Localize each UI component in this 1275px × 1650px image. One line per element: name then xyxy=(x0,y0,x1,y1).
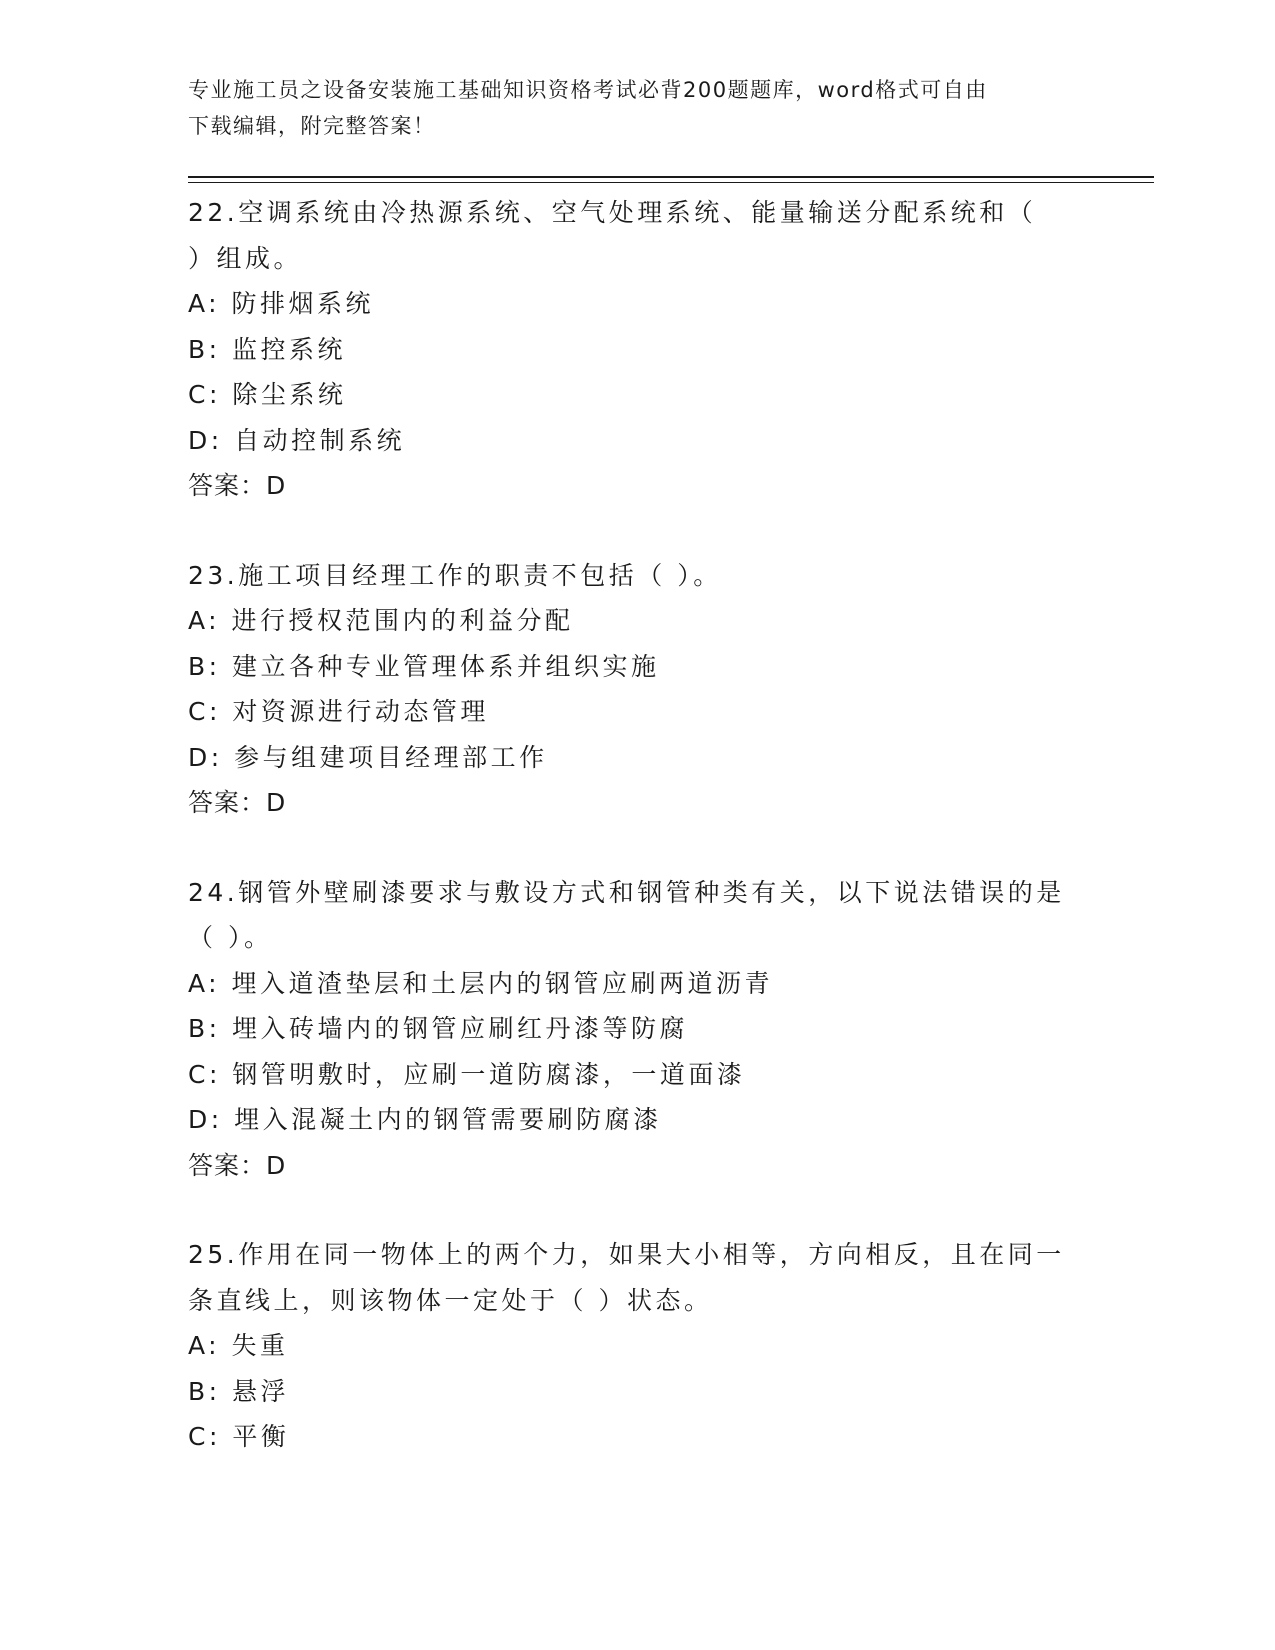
option-a: A: 失重 xyxy=(188,1331,289,1360)
option-a: A: 埋入道渣垫层和土层内的钢管应刷两道沥青 xyxy=(188,968,774,998)
option-a: A: 防排烟系统 xyxy=(188,289,375,318)
question-list xyxy=(188,190,1088,1504)
question-stem: （ ）。 xyxy=(188,923,273,952)
answer: 答案：D xyxy=(188,471,287,500)
question-stem: 24.钢管外壁刷漆要求与敷设方式和钢管种类有关，以下说法错误的是 xyxy=(188,877,1065,907)
question-stem: 23.施工项目经理工作的职责不包括（ ）。 xyxy=(188,560,722,590)
question-stem: 22.空调系统由冷热源系统、空气处理系统、能量输送分配系统和（ xyxy=(188,198,1037,227)
header-divider xyxy=(188,182,1154,183)
question-stem: ）组成。 xyxy=(188,243,303,273)
option-b: B: 建立各种专业管理体系并组织实施 xyxy=(188,651,660,681)
header-line: 专业施工员之设备安装施工基础知识资格考试必背200题题库，word格式可自由 xyxy=(188,78,988,102)
option-b: B: 监控系统 xyxy=(188,334,347,364)
question-23 xyxy=(188,553,1088,826)
answer: 答案：D xyxy=(188,788,287,817)
question-22 xyxy=(188,190,1088,509)
option-b: B: 悬浮 xyxy=(188,1376,290,1406)
question-stem: 条直线上，则该物体一定处于（ ）状态。 xyxy=(188,1285,713,1315)
option-d: D: 自动控制系统 xyxy=(188,425,406,455)
question-stem: 25.作用在同一物体上的两个力，如果大小相等，方向相反，且在同一 xyxy=(188,1240,1065,1269)
header-divider xyxy=(188,176,1154,178)
option-c: C: 平衡 xyxy=(188,1422,290,1451)
option-c: C: 对资源进行动态管理 xyxy=(188,697,489,726)
option-d: D: 埋入混凝土内的钢管需要刷防腐漆 xyxy=(188,1105,662,1134)
option-a: A: 进行授权范围内的利益分配 xyxy=(188,606,574,635)
answer: 答案：D xyxy=(188,1150,287,1180)
document-header xyxy=(188,72,1088,144)
option-c: C: 除尘系统 xyxy=(188,380,347,409)
question-24 xyxy=(188,870,1088,1189)
question-25 xyxy=(188,1232,1088,1460)
option-d: D: 参与组建项目经理部工作 xyxy=(188,742,548,772)
option-c: C: 钢管明敷时，应刷一道防腐漆，一道面漆 xyxy=(188,1059,746,1089)
header-line: 下载编辑，附完整答案！ xyxy=(188,114,436,138)
option-b: B: 埋入砖墙内的钢管应刷红丹漆等防腐 xyxy=(188,1014,689,1043)
